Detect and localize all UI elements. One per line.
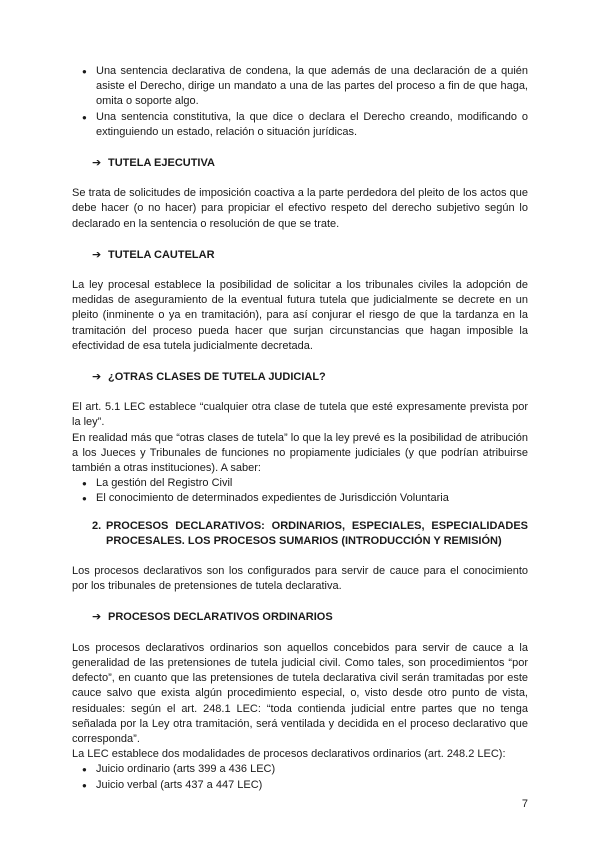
page-number: 7 [521,798,528,810]
heading-text: TUTELA CAUTELAR [108,248,215,261]
paragraph: Los procesos declarativos son los configurados para servir de cauce para el conocimiento por los tribunales de pretensiones de tutela declarativa. [72,565,528,593]
section-heading-procesos-declarativos [72,519,528,549]
paragraph: El art. 5.1 LEC establece “cualquier otra clase de tutela que esté expresamente prevista por la ley”. [72,401,528,429]
list-item: ● El conocimiento de determinados expedientes de Jurisdicción Voluntaria [72,491,528,506]
arrow-icon: ➔ [92,157,102,170]
section-heading-tutela-ejecutiva [72,156,528,171]
section-heading-tutela-cautelar [72,248,528,263]
document-page [72,64,528,793]
list-item: ● Una sentencia declarativa de condena, la que además de una declaración de a quién asiste el Derecho, dirige un mandato a una de las partes del proceso a fin de que haga, omita o soporte algo. [72,64,528,110]
arrow-icon: ➔ [92,248,102,261]
heading-text: TUTELA EJECUTIVA [108,157,215,170]
arrow-icon: ➔ [92,611,102,624]
list-item: ● La gestión del Registro Civil [72,476,528,491]
bullet-list [72,476,528,506]
bullet-list [72,762,528,792]
paragraph: Se trata de solicitudes de imposición coactiva a la parte perdedora del pleito de los actos que debe hacer (o no hacer) para propiciar el efectivo respeto del derecho subjetivo según lo declarado en la sentencia o resolución de que se trate. [72,187,528,230]
paragraph: Los procesos declarativos ordinarios son aquellos concebidos para servir de cauce a la generalidad de las pretensiones de tutela judicial civil. Como tales, son procedimientos “por defecto”, en cuanto que las pretensiones de tutela declarativa civil serán tramitadas por este cauce salvo que exista algún procedimiento especial, o, visto desde otro punto de vista, residuales: según el art. 248.1 LEC: “toda contienda judicial entre partes que no tenga señalada por la Ley otra tramitación, será ventilada y decidida en el proceso declarativo que corresponda”. [72,641,528,745]
paragraph: La ley procesal establece la posibilidad de solicitar a los tribunales civiles la adopción de medidas de aseguramiento de la eventual futura tutela que judicialmente se decrete en un pleito (inminente o ya en tramitación), para así conjurar el riesgo de que la tardanza en la tramitación del proceso pueda hacer que surjan circunstancias que hagan imposible la efectividad de esa tutela judicialmente decretada. [72,279,528,352]
list-item: ● Una sentencia constitutiva, la que dice o declara el Derecho creando, modificando o extinguiendo un estado, relación o situación jurídicas. [72,110,528,140]
intro-bullet-list [72,64,528,140]
heading-text: PROCESOS DECLARATIVOS ORDINARIOS [108,611,333,624]
heading-text: PROCESOS DECLARATIVOS: ORDINARIOS, ESPECIALES, ESPECIALIDADES PROCESALES. LOS PROCESOS SUMARIOS (INTRODUCCIÓN Y REMISIÓN) [106,519,528,547]
list-item: ● Juicio ordinario (arts 399 a 436 LEC) [72,762,528,777]
section-heading-procesos-ordinarios [72,610,528,625]
paragraph: En realidad más que “otras clases de tutela” lo que la ley prevé es la posibilidad de atribución a los Jueces y Tribunales de funciones no propiamente judiciales (y que podrían atribuirse también a otras instituciones). A saber: [72,431,528,475]
arrow-icon: ➔ [92,371,102,384]
section-heading-otras-clases [72,370,528,385]
section-number: 2. [92,519,102,532]
list-item: ● Juicio verbal (arts 437 a 447 LEC) [72,778,528,793]
paragraph: La LEC establece dos modalidades de procesos declarativos ordinarios (art. 248.2 LEC): [72,748,506,761]
heading-text: ¿OTRAS CLASES DE TUTELA JUDICIAL? [108,371,326,384]
